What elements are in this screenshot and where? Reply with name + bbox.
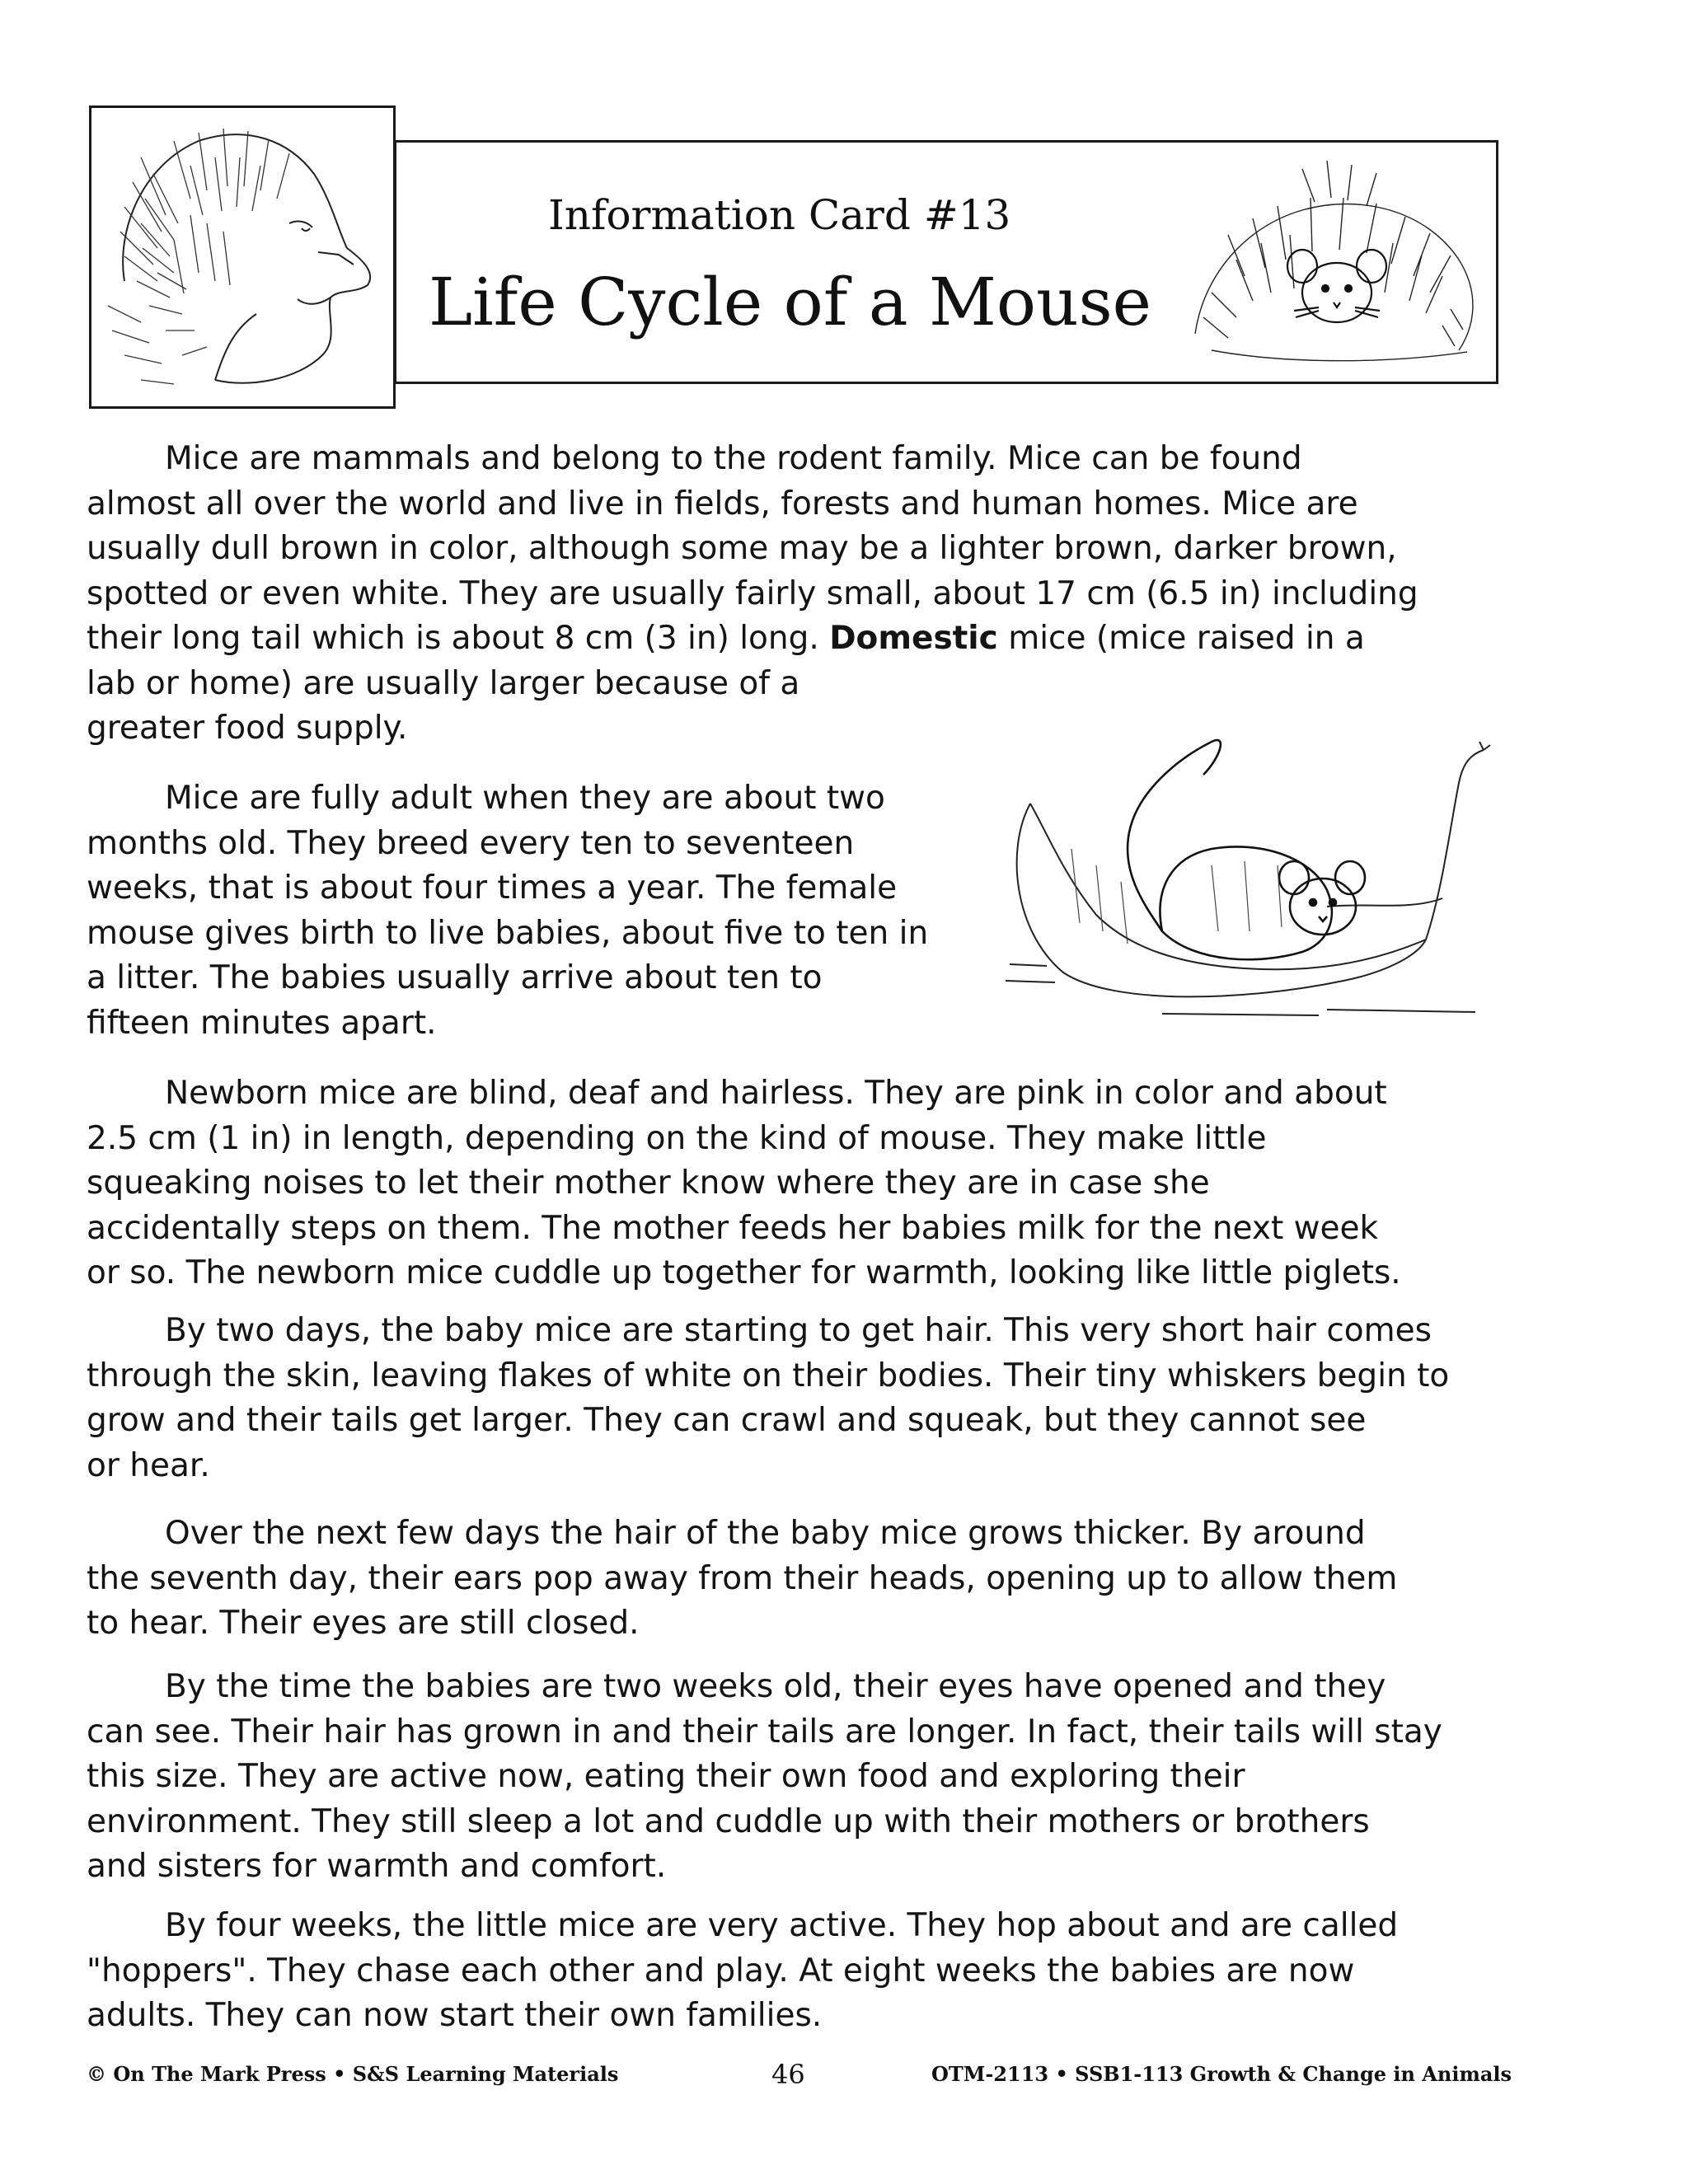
- paragraph-line: Mice are mammals and belong to the rodent family. Mice can be found: [165, 440, 1302, 477]
- paragraph-line: By the time the babies are two weeks old, their eyes have opened and they: [165, 1668, 1386, 1705]
- lion-head-drawing: [91, 108, 393, 406]
- paragraph-line: "hoppers". They chase each other and play. At eight weeks the babies are now: [87, 1952, 1355, 1990]
- paragraph-line: and sisters for warmth and comfort.: [87, 1848, 667, 1885]
- paragraph-line: accidentally steps on them. The mother feeds her babies milk for the next week: [87, 1209, 1379, 1247]
- paragraph-line: the seventh day, their ears pop away from their heads, opening up to allow them: [87, 1559, 1398, 1597]
- paragraph-line: Mice are fully adult when they are about two: [165, 780, 885, 817]
- paragraph-line: Newborn mice are blind, deaf and hairless. They are pink in color and about: [165, 1075, 1387, 1112]
- paragraph-2: [87, 776, 1504, 1046]
- page-number: 46: [771, 2059, 805, 2090]
- card-number: Information Card #13: [548, 191, 1011, 239]
- mouse-in-lion-mane-drawing: [1179, 152, 1492, 375]
- page-title: Life Cycle of a Mouse: [429, 264, 1151, 340]
- paragraph-line: environment. They still sleep a lot and cuddle up with their mothers or brothers: [87, 1802, 1370, 1840]
- paragraph-line: fifteen minutes apart.: [87, 1004, 437, 1042]
- paragraph-line: almost all over the world and live in fields, forests and human homes. Mice are: [87, 485, 1358, 523]
- paragraph-line: through the skin, leaving flakes of white on their bodies. Their tiny whiskers begin to: [87, 1357, 1450, 1394]
- paragraph-line: greater food supply.: [87, 710, 408, 747]
- paragraph-line: spotted or even white. They are usually fairly small, about 17 cm (6.5 in) including: [87, 574, 1418, 612]
- paragraph-line: a litter. The babies usually arrive about ten to: [87, 959, 823, 996]
- paragraph-line: grow and their tails get larger. They can crawl and squeak, but they cannot see: [87, 1402, 1367, 1439]
- bold-term: Domestic: [829, 620, 998, 657]
- paragraph-line: their long tail which is about 8 cm (3 in) long.: [87, 620, 819, 657]
- paragraph-line: Over the next few days the hair of the baby mice grows thicker. By around: [165, 1515, 1366, 1552]
- paragraph-line: adults. They can now start their own families.: [87, 1997, 823, 2034]
- paragraph-line: 2.5 cm (1 in) in length, depending on the kind of mouse. They make little: [87, 1119, 1267, 1157]
- paragraph-line: lab or home) are usually larger because of a: [87, 664, 800, 702]
- paragraph-7: [87, 1904, 1504, 2039]
- paragraph-6: [87, 1665, 1504, 1890]
- paragraph-line: or so. The newborn mice cuddle up together for warmth, looking like little piglets.: [87, 1254, 1401, 1291]
- paragraph-line: By four weeks, the little mice are very active. They hop about and are called: [165, 1907, 1399, 1944]
- paragraph-5: [87, 1511, 1504, 1647]
- paragraph-line: months old. They breed every ten to seventeen: [87, 824, 855, 862]
- paragraph-line: usually dull brown in color, although some may be a lighter brown, darker brown,: [87, 530, 1397, 567]
- paragraph-line: weeks, that is about four times a year. The female: [87, 869, 898, 907]
- paragraph-4: [87, 1309, 1504, 1488]
- paragraph-line: can see. Their hair has grown in and their tails are longer. In fact, their tails will stay: [87, 1713, 1442, 1750]
- paragraph-line: By two days, the baby mice are starting to get hair. This very short hair comes: [165, 1312, 1432, 1349]
- paragraph-3: [87, 1071, 1504, 1296]
- paragraph-line: or hear.: [87, 1446, 210, 1484]
- footer-publisher: © On The Mark Press • S&S Learning Materials: [87, 2062, 619, 2086]
- paragraph-line: mouse gives birth to live babies, about five to ten in: [87, 914, 929, 952]
- paragraph-line: to hear. Their eyes are still closed.: [87, 1605, 640, 1642]
- paragraph-line: mice (mice raised in a: [1008, 620, 1365, 657]
- paragraph-line: this size. They are active now, eating their own food and exploring their: [87, 1758, 1245, 1795]
- lion-illustration-frame: [89, 105, 396, 409]
- paragraph-1: [87, 437, 1504, 752]
- footer-product-code: OTM-2113 • SSB1-113 Growth & Change in Animals: [931, 2062, 1512, 2086]
- paragraph-line: squeaking noises to let their mother know where they are in case she: [87, 1165, 1210, 1202]
